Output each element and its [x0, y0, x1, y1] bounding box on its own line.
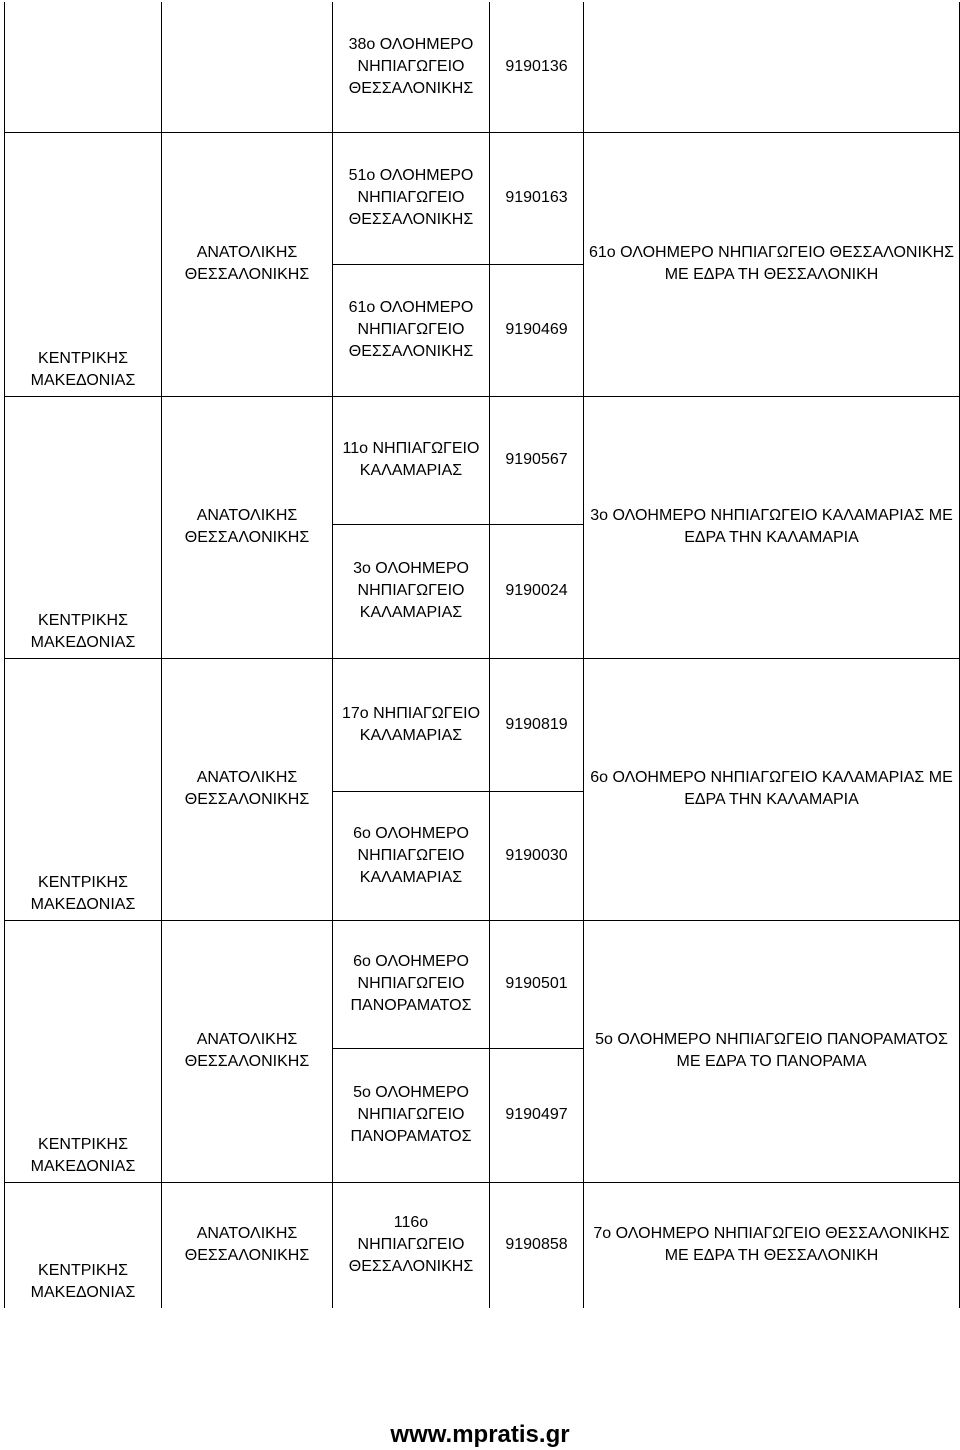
school-name-cell — [333, 132, 490, 264]
school-code-cell — [490, 396, 584, 524]
school-name-cell — [333, 396, 490, 524]
directorate-cell — [162, 920, 333, 1182]
footer-website-url: www.mpratis.gr — [390, 1421, 570, 1448]
school-code-cell — [490, 524, 584, 658]
school-name: 11ο ΝΗΠΙΑΓΩΓΕΙΟ ΚΑΛΑΜΑΡΙΑΣ — [342, 440, 480, 479]
merged-school-name: 6ο ΟΛΟΗΜΕΡΟ ΝΗΠΙΑΓΩΓΕΙΟ ΚΑΛΑΜΑΡΙΑΣ ΜΕ ΕΔΡΑ ΤΗΝ ΚΑΛΑΜΑΡΙΑ — [590, 769, 953, 808]
school-code-cell — [490, 791, 584, 920]
table-row — [5, 132, 960, 264]
school-code: 9190858 — [505, 1236, 568, 1254]
school-code-cell — [490, 132, 584, 264]
school-code: 9190567 — [505, 451, 568, 468]
school-code: 9190819 — [505, 715, 568, 733]
region-name: ΚΕΝΤΡΙΚΗΣ ΜΑΚΕΔΟΝΙΑΣ — [30, 1262, 136, 1301]
merged-school-name: 7ο ΟΛΟΗΜΕΡΟ ΝΗΠΙΑΓΩΓΕΙΟ ΘΕΣΣΑΛΟΝΙΚΗΣ ΜΕ ΕΔΡΑ ΤΗ ΘΕΣΣΑΛΟΝΙΚΗ — [593, 1225, 950, 1265]
school-name: 38ο ΟΛΟΗΜΕΡΟ ΝΗΠΙΑΓΩΓΕΙΟ ΘΕΣΣΑΛΟΝΙΚΗΣ — [348, 35, 474, 97]
school-code: 9190469 — [505, 321, 568, 338]
merged-school-cell — [584, 132, 960, 396]
merged-school-cell — [584, 396, 960, 658]
school-code: 9190501 — [505, 975, 568, 992]
schools-table — [4, 2, 960, 1308]
school-name: 17ο ΝΗΠΙΑΓΩΓΕΙΟ ΚΑΛΑΜΑΡΙΑΣ — [341, 704, 481, 744]
merged-school-name: 3ο ΟΛΟΗΜΕΡΟ ΝΗΠΙΑΓΩΓΕΙΟ ΚΑΛΑΜΑΡΙΑΣ ΜΕ ΕΔΡΑ ΤΗΝ ΚΑΛΑΜΑΡΙΑ — [590, 507, 953, 546]
region-cell — [5, 2, 162, 132]
school-code: 9190497 — [505, 1106, 568, 1123]
directorate-name: ΑΝΑΤΟΛΙΚΗΣ ΘΕΣΣΑΛΟΝΙΚΗΣ — [184, 507, 310, 546]
school-code: 9190163 — [505, 189, 568, 206]
directorate-name: ΑΝΑΤΟΛΙΚΗΣ ΘΕΣΣΑΛΟΝΙΚΗΣ — [184, 769, 310, 808]
school-code: 9190136 — [505, 57, 568, 75]
school-name-cell — [333, 1182, 490, 1308]
directorate-name: ΑΝΑΤΟΛΙΚΗΣ ΘΕΣΣΑΛΟΝΙΚΗΣ — [184, 1031, 310, 1070]
school-name-cell — [333, 1048, 490, 1182]
school-name: 61ο ΟΛΟΗΜΕΡΟ ΝΗΠΙΑΓΩΓΕΙΟ ΘΕΣΣΑΛΟΝΙΚΗΣ — [348, 299, 474, 360]
merged-school-name: 61ο ΟΛΟΗΜΕΡΟ ΝΗΠΙΑΓΩΓΕΙΟ ΘΕΣΣΑΛΟΝΙΚΗΣ ΜΕ ΕΔΡΑ ΤΗ ΘΕΣΣΑΛΟΝΙΚΗ — [588, 244, 955, 283]
school-code-cell — [490, 2, 584, 132]
merged-school-cell — [584, 2, 960, 132]
school-name: 6ο ΟΛΟΗΜΕΡΟ ΝΗΠΙΑΓΩΓΕΙΟ ΚΑΛΑΜΑΡΙΑΣ — [353, 824, 469, 886]
region-cell — [5, 920, 162, 1182]
table-row — [5, 658, 960, 791]
school-code: 9190030 — [505, 846, 568, 864]
school-code-cell — [490, 920, 584, 1048]
school-name: 3ο ΟΛΟΗΜΕΡΟ ΝΗΠΙΑΓΩΓΕΙΟ ΚΑΛΑΜΑΡΙΑΣ — [353, 560, 469, 621]
region-cell — [5, 1182, 162, 1308]
school-code-cell — [490, 264, 584, 396]
school-code: 9190024 — [505, 582, 568, 599]
directorate-cell — [162, 1182, 333, 1308]
merged-school-cell — [584, 920, 960, 1182]
directorate-cell — [162, 658, 333, 920]
region-cell — [5, 132, 162, 396]
region-name: ΚΕΝΤΡΙΚΗΣ ΜΑΚΕΔΟΝΙΑΣ — [30, 1135, 136, 1175]
school-name: 51ο ΟΛΟΗΜΕΡΟ ΝΗΠΙΑΓΩΓΕΙΟ ΘΕΣΣΑΛΟΝΙΚΗΣ — [348, 167, 474, 228]
region-name: ΚΕΝΤΡΙΚΗΣ ΜΑΚΕΔΟΝΙΑΣ — [30, 873, 136, 913]
region-cell — [5, 396, 162, 658]
school-name-cell — [333, 920, 490, 1048]
school-name: 116ο ΝΗΠΙΑΓΩΓΕΙΟ ΘΕΣΣΑΛΟΝΙΚΗΣ — [348, 1214, 474, 1276]
school-name: 5ο ΟΛΟΗΜΕΡΟ ΝΗΠΙΑΓΩΓΕΙΟ ΠΑΝΟΡΑΜΑΤΟΣ — [350, 1084, 472, 1145]
directorate-cell — [162, 2, 333, 132]
school-name-cell — [333, 791, 490, 920]
directorate-name: ΑΝΑΤΟΛΙΚΗΣ ΘΕΣΣΑΛΟΝΙΚΗΣ — [184, 1225, 310, 1265]
school-name-cell — [333, 524, 490, 658]
table-row — [5, 1182, 960, 1308]
merged-school-cell — [584, 658, 960, 920]
school-name-cell — [333, 264, 490, 396]
table-row — [5, 2, 960, 132]
school-name: 6ο ΟΛΟΗΜΕΡΟ ΝΗΠΙΑΓΩΓΕΙΟ ΠΑΝΟΡΑΜΑΤΟΣ — [350, 953, 472, 1014]
school-code-cell — [490, 1048, 584, 1182]
region-cell — [5, 658, 162, 920]
directorate-name: ΑΝΑΤΟΛΙΚΗΣ ΘΕΣΣΑΛΟΝΙΚΗΣ — [184, 244, 310, 283]
directorate-cell — [162, 132, 333, 396]
region-name: ΚΕΝΤΡΙΚΗΣ ΜΑΚΕΔΟΝΙΑΣ — [30, 349, 136, 389]
merged-school-cell — [584, 1182, 960, 1308]
school-code-cell — [490, 658, 584, 791]
table-row — [5, 920, 960, 1048]
directorate-cell — [162, 396, 333, 658]
region-name: ΚΕΝΤΡΙΚΗΣ ΜΑΚΕΔΟΝΙΑΣ — [30, 611, 136, 651]
school-name-cell — [333, 658, 490, 791]
merged-school-name: 5ο ΟΛΟΗΜΕΡΟ ΝΗΠΙΑΓΩΓΕΙΟ ΠΑΝΟΡΑΜΑΤΟΣ ΜΕ ΕΔΡΑ ΤΟ ΠΑΝΟΡΑΜΑ — [595, 1031, 948, 1070]
table-row — [5, 396, 960, 524]
school-name-cell — [333, 2, 490, 132]
school-code-cell — [490, 1182, 584, 1308]
